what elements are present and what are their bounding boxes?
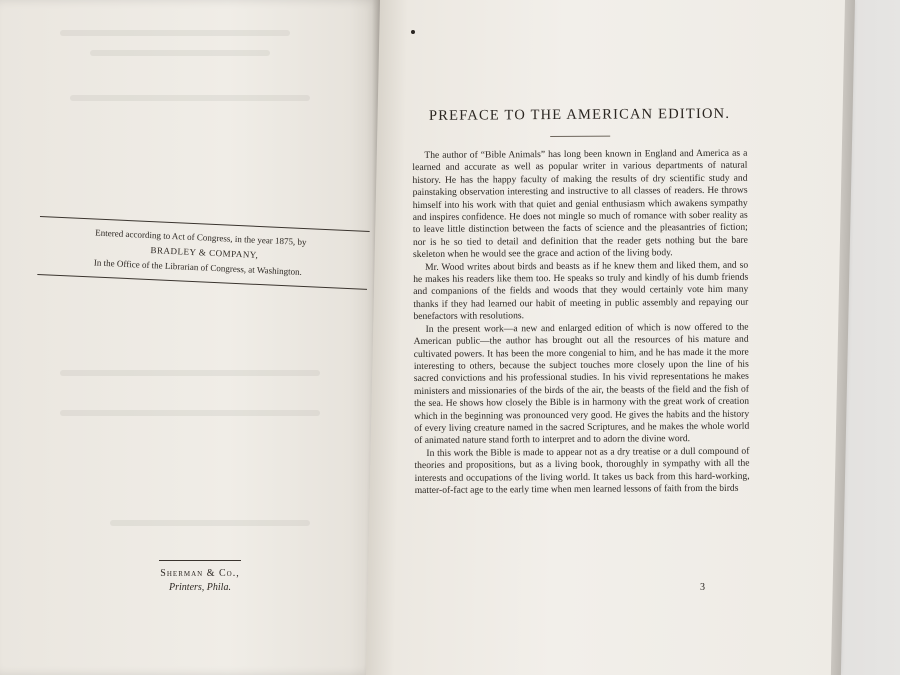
copyright-line: Entered according to Act of Congress, in the year 1875, by (95, 227, 307, 248)
imprint-rule (159, 560, 241, 561)
bleed-through-text (90, 50, 270, 56)
page-number: 3 (700, 582, 705, 593)
printer-name: Sherman & Co., (160, 568, 240, 579)
preface-paragraph: The author of “Bible Animals” has long been known in England and America as a learned and accurate as well as popular writer in various departments of natural history. He has the happy faculty of making the results of dry scientific study and painstaking observation interesting and instructive to all classes of readers. He throws himself into his work with that quiet and genial enthusiasm which awakens sympathy and inspires confidence. He does not mingle so much of romance with sober reality as to leave little distinction between the facts of science and the pleasantries of fiction; nor is he so tied to detail and definition that the reader gets nothing but the bare skeleton when he would see the grace and action of the living body. (412, 147, 748, 261)
bleed-through-text (110, 520, 310, 526)
ink-speck (411, 30, 415, 34)
preface-paragraph: In this work the Bible is made to appear not as a dry treatise or a dull compound of theories and propositions, but as a living book, thoroughly in sympathy with all the interests and occupations of the living world. It takes us back from this hard-working, matter-of-fact age to the early time when men learned lessons of faith from the birds (414, 445, 750, 496)
publisher-name: BRADLEY & COMPANY, (150, 245, 259, 260)
preface-section (412, 106, 750, 498)
printer-imprint (150, 560, 250, 595)
bleed-through-text (60, 410, 320, 416)
preface-paragraph: In the present work—a new and enlarged edition of which is now offered to the American public—the author has brought out all the resources of his mature and cultivated powers. It has been the more congenial to him, and he has made it the more interesting to others, because the subject touches more closely upon the line of his sacred convictions and his professional studies. In his vivid representations he makes ministers and missionaries of the birds of the air, the beasts of the field and the fish of the sea. He shows how closely the Bible is in harmony with the great work of creation which in the beginning was pronounced very good. He gives the habits and the history of every living creature named in the sacred Scriptures, and he makes the whole world of animated nature stand forth to interpret and to adorn the divine word. (413, 321, 750, 447)
printer-place: Printers, Phila. (169, 582, 231, 593)
copyright-office-line: In the Office of the Librarian of Congress, at Washington. (93, 257, 303, 277)
preface-paragraph: Mr. Wood writes about birds and beasts as if he knew them and liked them, and so he makes his readers like them too. He speaks so truly and kindly of his dumb friends and companions of the fields and woods that they would certainly vote him many thanks if they had learned our habit of meeting in public assembly and repaying our benefactors with resolutions. (413, 259, 749, 323)
bleed-through-text (60, 30, 290, 36)
preface-title: PREFACE TO THE AMERICAN EDITION. (428, 105, 731, 124)
preface-body (412, 148, 749, 498)
title-rule (550, 136, 610, 137)
bleed-through-text (70, 95, 310, 101)
bleed-through-text (60, 370, 320, 376)
